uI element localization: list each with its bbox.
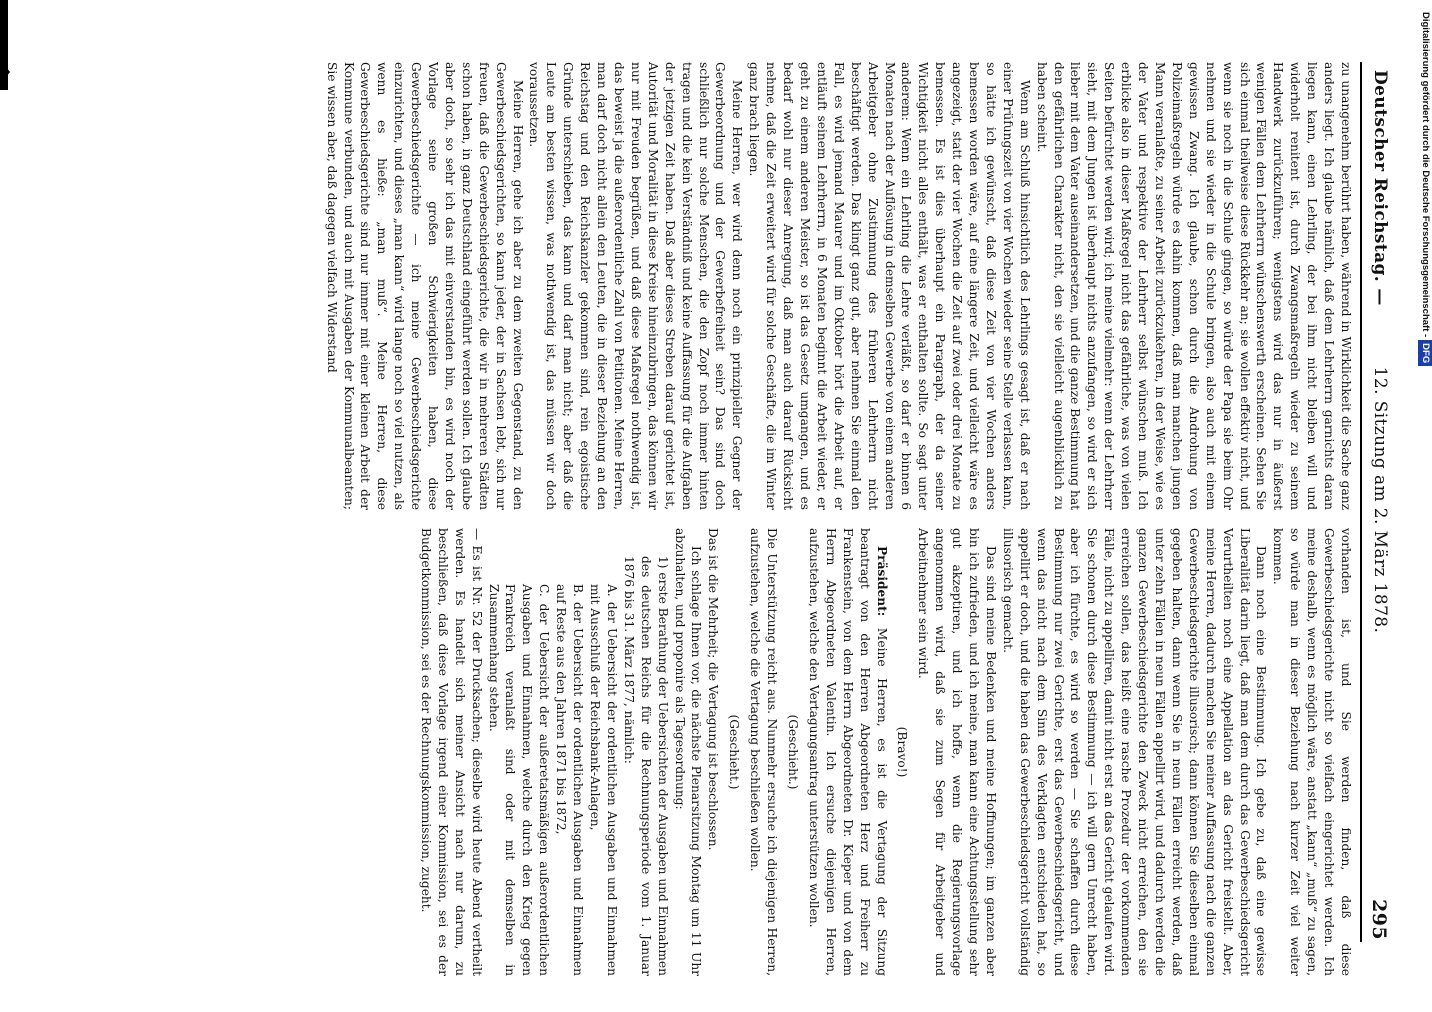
paragraph <box>1033 62 1354 510</box>
page-number: 295 <box>1368 899 1390 940</box>
paragraph-text: Meine Herren, wer wird denn noch ein prinzipieller Gegner der Gewerbeordnung und der Gewerbefreiheit sein? Das sind doch schließlich nur solche Menschen, die den Zopf noch immer hinten tragen und die kein Verständniß und keine Auffassung für die Aufgaben der jetzigen Zeit haben. Daß aber dieses Streben darauf gerichtet ist, Autorität und Moralität in diese Kreise hineinzubringen, das können wir nur mit Freuden begrüßen, und daß diese Maßregel nothwendig ist, das beweist ja die außerordentliche Zahl von Petitionen. Meine Herren, man darf doch nicht allein den Leuten, die in dieser Beziehung an den Reichstag und den Reichskanzler gekommen sind, rein egoistische Gründe unterschieben, das kann und darf man nicht; aber daß die Leute am besten wissen, was nothwendig ist, das müssen wir doch voraussetzen. <box>527 62 745 510</box>
paragraph-text: A. der Uebersicht der ordentlichen Ausgaben und Einnahmen mit Ausschluß der Reichsbank-Anlagen, <box>588 584 619 976</box>
paragraph-text: (Bravo!) <box>895 726 910 778</box>
paragraph-text: zu unangenehm berührt haben, während in Wirklichkeit die Sache ganz anders liegt. Ich glaube nämlich, daß dem Lehrherrn garnichts daran liegen kann, einen Lehrling, der bei ihm nicht bleiben will und widerholt renitent ist, durch Zwangsmaßregeln wieder zu seinem Handwerk zurückzuführen; wenigstens wird das nur in äußerst wenigen Fällen dem Lehrherrn wünschenswerth erscheinen. Sehen Sie sich einmal theilweise diese Rückkehr an; sie wollen effektiv nicht, und wenn sie noch in die Schule gingen, so würde der Papa sie beim Ohr nehmen und sie wieder in die Schule bringen, also auch mit einem gewissen Zwang. Ich glaube, schon durch die Androhung von Polizeimaßregeln würde es dahin kommen, daß man manchen jungen Mann veranlaßte, zu seiner Arbeit zurückzukehren, in der Weise, wie es der Vater und respektive der Lehrherr selbst wünschen muß. Ich erblicke also in dieser Maßregel nicht das gefährliche, was von vielen Seiten befürchtet werden wird; ich meine vielmehr: wenn der Lehrherr sieht, mit dem Jungen ist überhaupt nichts anzufangen, so wird er sich lieber mit dem Vater auseinandersetzen, und die ganze Bestimmung hat den gefährlichen Charakter nicht, den sie vielleicht augenblicklich zu haben scheint. <box>1034 62 1353 510</box>
header-rule <box>1360 62 1362 942</box>
binding-notch-mark <box>0 60 10 84</box>
paragraph <box>914 528 999 976</box>
paragraph-text: 1) erste Berathung der Uebersichten der Ausgaben und Einnahmen des deutschen Reichs für die Rechnungsperiode vom 1. Januar 1876 bis 31. März 1877, nämlich: <box>621 556 670 976</box>
dfg-logo: DFG <box>1418 340 1432 366</box>
journal-title: Deutscher Reichstag. — <box>1370 70 1390 306</box>
paragraph-text: Meine Herren, gehe ich aber zu dem zweiten Gegenstand, zu den Gewerbeschiedsgerichten, so kann jeder, der in Sachsen lebt, sich nur freuen, daß die Gewerbeschiedsgerichte, die wir in mehreren Städten schon haben, in ganz Deutschland eingeführt werden sollen. Ich glaube aber doch, so sehr ich das mit einverstanden bin, es wird noch der Vorlage seine großen Schwierigkeiten haben, diese Gewerbeschiedsgerichte — ich meine Gewerbeschiedsgerichte einzurichten, und dieses „man kann“ wird lange noch so viel nutzen, als wenn es hieße: „man muß“. Meine Herren, diese Gewerbeschiedsgerichte sind nur immer mit einer kleinen Arbeit der Kommune verbunden, und auch mit Ausgaben der Kommunalbeamten; Sie wissen aber, daß dagegen vielfach Widerstand <box>324 62 525 510</box>
paragraph-text: Das ist die Mehrheit; die Vertagung ist beschlossen. <box>706 528 721 851</box>
paragraph-text: vorhanden ist, und Sie werden finden, daß diese Gewerbeschiedsgerichte nicht so vielfach eingerichtet werden. Ich meine deshalb, wenn es möglich wäre, anstatt „kann“ „muß“ zu sagen, so würde man in dieser Beziehung nach kurzer Zeit viel weiter kommen. <box>1271 528 1353 976</box>
paragraph <box>745 62 1032 510</box>
paragraph <box>526 62 746 510</box>
credit-label: Digitalisierung gefördert durch die Deutsche Forschungsgemeinschaft - <box>1420 12 1431 338</box>
paragraph <box>620 528 671 976</box>
paragraph <box>725 528 742 976</box>
paragraph-text: C. der Uebersicht der außeretatsmäßigen außerordentlichen Ausgaben und Einnahmen, welche durch den Krieg gegen Frankreich veranlaßt sind oder mit demselben in Zusammenhang stehen. <box>486 584 552 976</box>
paragraph-text: — Es ist Nr. 52 der Drucksachen; dieselbe wird heute Abend vertheilt werden. Es handelt sich meiner Ansicht nach nur darum, zu beschließen, daß diese Vorlage irgend einer Kommission, sei es der Budgetkommission, sei es der Rechnungskommission, zugeht. <box>418 528 484 976</box>
running-header <box>1360 0 1390 1000</box>
paragraph <box>999 528 1270 976</box>
left-text-column <box>64 62 1354 510</box>
paragraph <box>704 528 721 976</box>
paragraph <box>784 528 801 976</box>
paragraph-text: Die Unterstützung reicht aus. Nunmehr ersuche ich diejenigen Herren, aufzustehen, welche die Vertagung beschließen wollen. <box>748 528 780 976</box>
paragraph <box>894 528 911 976</box>
paragraph <box>417 528 485 976</box>
paragraph <box>746 528 780 976</box>
paragraph <box>1269 528 1354 976</box>
paragraph-text: Dann noch eine Bestimmung. Ich gebe zu, daß eine gewisse Liberalität darin liegt, daß man dem durch das Gewerbeschiedsgericht Verurtheilten noch eine Appellation an das Gericht freistellt. Aber, meine Herren, dadurch machen Sie meiner Auffassung nach die ganzen Gewerbeschiedsgerichte illusorisch; dann können Sie dieselben einmal gegeben halten, dann wenn Sie in neun Fällen erreicht werden, daß unter zehn Fällen in neun Fällen appellirt wird, und dadurch werden die ganzen Gewerbeschiedsgerichte den Zweck nicht erreichen, den sie erreichen sollen, das heißt eine rasche Prozedur der vorkommenden Fälle, nicht zu appelliren, damit nicht erst an das Gericht gelaufen wird. Sie schonen durch diese Bestimmung — ich will gern Unrecht haben, aber ich fürchte, es wird so werden — Sie schaffen durch diese Bestimmung nur zwei Gerichte, erst das Gewerbeschiedsgericht, und wenn das nicht nach dem Sinn des Verklagten entschieden hat, so appellirt er doch, und die haben das Gewerbeschiedsgericht vollständig illusorisch gemacht. <box>1000 528 1269 976</box>
paragraph-text: (Geschieht.) <box>727 714 742 790</box>
digitization-credit <box>1418 0 1432 1012</box>
session-title: 12. Sitzung am 2. März 1878. <box>1370 366 1390 634</box>
paragraph-text: B. der Uebersicht der ordentlichen Ausgaben und Einnahmen auf Reste aus den Jahren 1871 bis 1872, <box>554 584 586 976</box>
paragraph <box>552 528 586 976</box>
paragraph-text: Meine Herren, es ist die Vertagung der Sitzung beantragt von den Herren Abgeordneten Herz und Freiherr zu Frankenstein, von dem Herrn Abgeordneten Dr. Kieper und von dem Herrn Abgeordneten Valentin. Ich ersuche diejenigen Herren, aufzustehen, welche den Vertagungsantrag unterstützen wollen. <box>806 528 889 976</box>
paragraph-text: Ich schlage Ihnen vor, die nächste Plenarsitzung Montag um 11 Uhr abzuhalten, und proponire als Tagesordnung: <box>672 528 704 976</box>
paragraph <box>323 62 526 510</box>
paragraph-text: Wenn am Schluß hinsichtlich des Lehrlings gesagt ist, daß er nach einer Prüfungszeit von vier Wochen wieder seine Stelle verlassen kann, so hätte ich gewünscht, daß diese Zeit von vier Wochen anders bemessen worden wäre, auf eine längere Zeit, und vielleicht wäre es angezeigt, statt der vier Wochen die Zeit auf zwei oder drei Monate zu bemessen. Es ist dies überhaupt ein Paragraph, der da seiner Wichtigkeit nicht alles enthält, was er enthalten sollte. So sagt unter anderem: Wenn ein Lehrling die Lehre verläßt, so darf er binnen 6 Monaten nach der Auflösung in demselben Gewerbe von einem anderen Arbeitgeber ohne Zustimmung des früheren Lehrherrn nicht beschäftigt werden. Das klingt ganz gut, aber nehmen Sie einmal den Fall, es wird jemand Maurer und im Oktober hört die Arbeit auf, er entläuft seinem Lehrherrn, in 6 Monaten beginnt die Arbeit wieder, er geht zu einem anderen Meister, so ist das Gesetz umgangen, und es bedarf wohl nur dieser Anregung, daß man auch darauf Rücksicht nehme, daß die Zeit erweitert wird für solche Geschäfte, die im Winter ganz brach liegen. <box>747 62 1032 510</box>
paragraph <box>805 528 890 976</box>
paragraph-text: (Geschieht.) <box>786 714 800 790</box>
speaker-label: Präsident: <box>874 546 889 617</box>
paragraph <box>671 528 705 976</box>
paragraph <box>586 528 620 976</box>
right-text-column <box>64 528 1354 976</box>
paragraph-text: Das sind meine Bedenken und meine Hoffnungen; im ganzen aber bin ich zufrieden, und ich meine, man kann eine Achtungsstellung sehr gut akzeptiren, und ich hoffe, wenn die Regierungsvorlage angenommen wird, daß sie zum Segen für Arbeitgeber und Arbeitnehmer sein wird. <box>916 528 998 976</box>
paragraph <box>485 528 553 976</box>
